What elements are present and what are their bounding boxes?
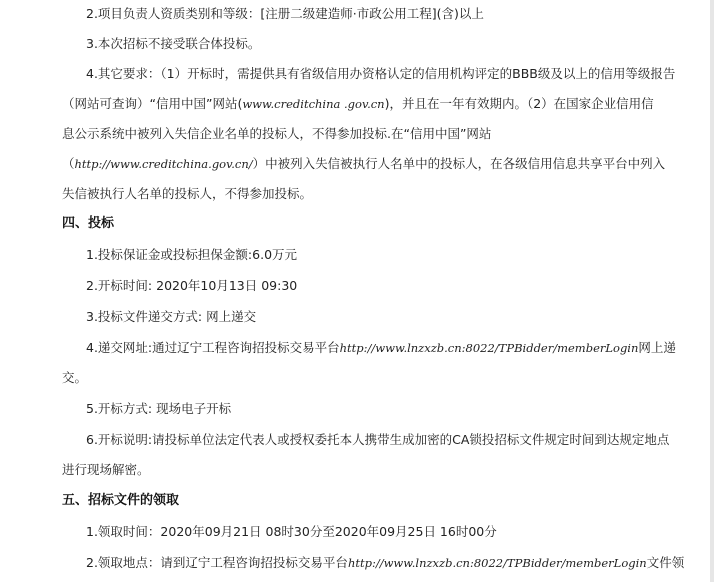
text-no-bidding: 失信被执行人名单的投标人，不得参加投标。 [62,186,313,201]
paragraph-blacklist [62,125,491,143]
link-lnzxzb-submit[interactable]: http://www.lnzxzb.cn:8022/TPBidder/memberLogin [339,341,639,355]
paragraph-credit-website [62,95,654,113]
paragraph-submission-cont [62,369,87,387]
text-decrypt: 进行现场解密。 [62,462,150,477]
text-executee-list: ）中被列入失信被执行人名单中的投标人，在各级信用信息共享平台中列入 [252,156,666,171]
paragraph-collection-place [86,554,684,572]
paragraph-opening-notes [86,431,669,449]
text-deposit: 1.投标保证金或投标担保金额:6.0万元 [86,247,298,262]
paragraph-opening-method [86,400,231,418]
paragraph-other-requirements [86,65,675,83]
text-opening-notes: 6.开标说明:请投标单位法定代表人或授权委托本人携带生成加密的CA锁投招标文件规定时间到达规定地点 [86,432,670,447]
text-credit-website-start: （网站可查询）“信用中国”网站( [62,96,243,111]
link-creditchina-full[interactable]: http://www.creditchina.gov.cn/ [74,157,253,171]
paragraph-creditchina-url [62,155,665,173]
link-creditchina-short[interactable]: www.creditchina .gov.cn [242,97,385,111]
text-paren-open: （ [62,156,75,171]
text-collection-place-start: 2.领取地点：请到辽宁工程咨询招投标交易平台 [86,555,348,570]
paragraph-submission-method [86,308,256,326]
section-heading-tender-docs: 五、招标文件的领取 [62,493,180,508]
text-opening-method: 5.开标方式: 现场电子开标 [86,401,232,416]
text-qualification: 2.项目负责人资质类别和等级：[注册二级建造师·市政公用工程](含)以上 [86,6,484,21]
text-other-requirements: 4.其它要求：（1）开标时，需提供具有省级信用办资格认定的信用机构评定的BBB级及以上的信用等级报告 [86,66,676,81]
right-border [710,0,714,582]
text-submission-url-end: 网上递 [638,340,676,355]
paragraph-deposit [86,246,297,264]
text-submission-method: 3.投标文件递交方式: 网上递交 [86,309,257,324]
text-collection-place-end: 文件领 [646,555,685,570]
text-blacklist: 息公示系统中被列入失信企业名单的投标人，不得参加投标.在“信用中国”网站 [62,126,492,141]
paragraph-no-consortium [86,35,260,53]
paragraph-decrypt [62,461,150,479]
link-lnzxzb-collect[interactable]: http://www.lnzxzb.cn:8022/TPBidder/memberLogin [347,556,647,570]
paragraph-collection-time [86,523,497,541]
paragraph-no-bidding [62,185,312,203]
text-credit-website-end: )，并且在一年有效期内。（2）在国家企业信用信 [384,96,654,111]
paragraph-submission-url [86,339,676,357]
text-no-consortium: 3.本次招标不接受联合体投标。 [86,36,261,51]
section-heading-bidding: 四、投标 [62,216,115,231]
paragraph-opening-time [86,277,297,295]
text-submission-url-start: 4.递交网址:通过辽宁工程咨询招投标交易平台 [86,340,340,355]
paragraph-qualification [86,5,484,23]
text-submission-cont: 交。 [62,370,88,385]
text-opening-time: 2.开标时间: 2020年10月13日 09:30 [86,278,298,293]
text-collection-time: 1.领取时间：2020年09月21日 08时30分至2020年09月25日 16时00分 [86,524,497,539]
